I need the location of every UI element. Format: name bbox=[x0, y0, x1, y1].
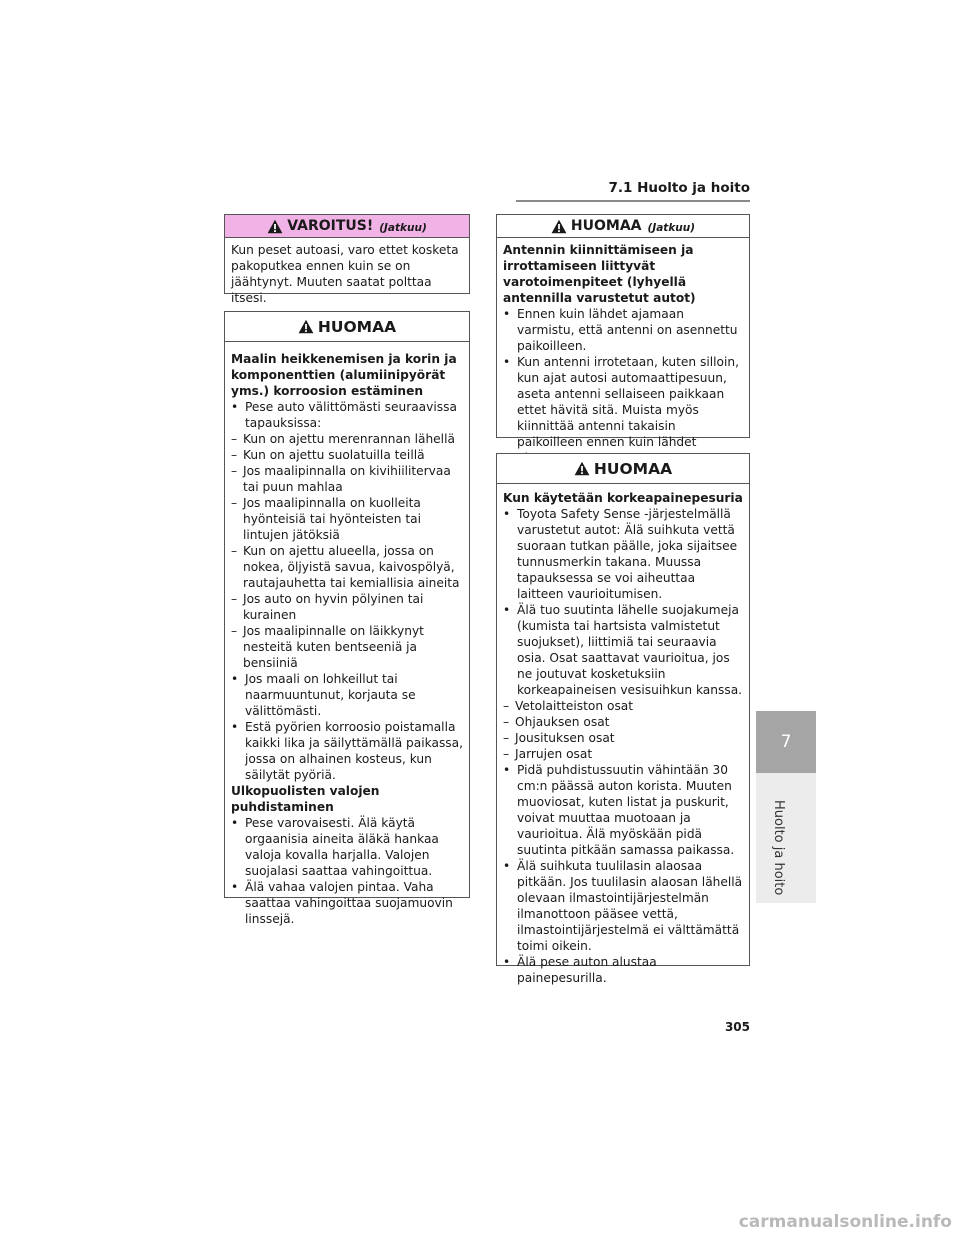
warning-triangle-icon bbox=[267, 219, 283, 234]
section-heading: Maalin heikkenemisen ja korin ja komponenttien (alumiinipyörät yms.) korroosion estäminen bbox=[231, 352, 457, 398]
chapter-tab-number: 7 bbox=[756, 711, 816, 773]
notice-title: HUOMAA bbox=[570, 218, 642, 234]
chapter-tab-label: Huolto ja hoito bbox=[771, 800, 786, 896]
dash-item: – Vetolaitteiston osat bbox=[503, 698, 743, 714]
warning-triangle-icon bbox=[574, 461, 590, 476]
dash-item: – Kun on ajettu alueella, jossa on nokea, öljyistä savua, kaivospölyä, rautajauhetta tai kemiallisia aineita bbox=[231, 543, 463, 591]
warning-box bbox=[224, 214, 470, 305]
dash-item: – Jos maalipinnalla on kuolleita hyönteisiä tai hyönteisten tai lintujen jätöksiä bbox=[231, 495, 463, 543]
notice-header bbox=[225, 312, 469, 342]
dash-item: – Ohjauksen osat bbox=[503, 714, 743, 730]
bullet-item: • Pese auto välittömästi seuraavissa tapauksissa: bbox=[231, 399, 463, 431]
notice-box-right-bottom bbox=[496, 453, 750, 985]
notice-body bbox=[225, 342, 469, 933]
section-heading: Antennin kiinnittämiseen ja irrottamiseen liittyvät varotoimenpiteet (lyhyellä antennilla varustetut autot) bbox=[503, 243, 696, 305]
dash-item: – Kun on ajettu merenrannan lähellä bbox=[231, 431, 463, 447]
dash-item: – Jos auto on hyvin pölyinen tai kurainen bbox=[231, 591, 463, 623]
notice-header bbox=[497, 215, 749, 238]
page-number: 305 bbox=[724, 1020, 750, 1034]
section-heading: Kun käytetään korkeapainepesuria bbox=[503, 491, 743, 505]
dash-item: – Jousituksen osat bbox=[503, 730, 743, 746]
notice-box-left bbox=[224, 311, 470, 926]
notice-title: HUOMAA bbox=[593, 459, 673, 478]
section-heading: Ulkopuolisten valojen puhdistaminen bbox=[231, 784, 380, 814]
section-title: 7.1 Huolto ja hoito bbox=[608, 180, 750, 196]
notice-body bbox=[497, 238, 749, 472]
bullet-item: • Jos maali on lohkeillut tai naarmuuntunut, korjauta se välittömästi. bbox=[231, 671, 463, 719]
notice-title: HUOMAA bbox=[317, 317, 397, 336]
bullet-item: • Kun antenni irrotetaan, kuten silloin, kun ajat autosi automaattipesuun, aseta antenni sellaiseen paikkaan ettet hävitä sitä. Muista myös kiinnittää antenni takaisin paikoilleen ennen kuin lähdet bbox=[503, 354, 743, 466]
chapter-tab-label-wrap bbox=[768, 800, 804, 900]
notice-continued: (Jatkuu) bbox=[647, 222, 696, 234]
bullet-item: • Pese varovaisesti. Älä käytä orgaanisia aineita äläkä hankaa valoja kovalla harjalla. Valojen suojalasi saattaa vahingoittua. bbox=[231, 815, 463, 879]
warning-title: VAROITUS! bbox=[287, 218, 374, 234]
bullet-item: • Älä suihkuta tuulilasin alaosaa pitkään. Jos tuulilasin alaosan lähellä olevaan ilmastointijärjestelmän ilmanottoon pääsee vettä, ilmastointijärjestelmä ei välttämättä toimi oikein. bbox=[503, 858, 743, 954]
warning-continued: (Jatkuu) bbox=[379, 222, 427, 234]
notice-header bbox=[497, 454, 749, 484]
bullet-item: • Älä vahaa valojen pintaa. Vaha saattaa vahingoittaa suojamuovin linssejä. bbox=[231, 879, 463, 927]
warning-body bbox=[225, 238, 469, 312]
warning-triangle-icon bbox=[298, 319, 314, 334]
notice-box-right-top bbox=[496, 214, 750, 449]
bullet-item: • Älä tuo suutinta lähelle suojakumeja (kumista tai hartsista valmistetut suojukset), liittimiä tai seuraavia osia. Osat saattavat vaurioitua, jos ne joutuvat kosketuksiin korkeapaineisen vesisuihkun kanssa. bbox=[503, 602, 743, 698]
bullet-item: • Pidä puhdistussuutin vähintään 30 cm:n päässä auton korista. Muuten muoviosat, kuten listat ja puskurit, voivat muuttaa muotoaan ja vaurioitua. Älä myöskään pidä suutinta pitkään samassa paikassa. bbox=[503, 762, 743, 858]
bullet-item: • Toyota Safety Sense -järjestelmällä varustetut autot: Älä suihkuta vettä suoraan tutkan päälle, joka sijaitsee tunnusmerkin takana. Muussa tapauksessa se voi aiheuttaa laitteen vaurioitumisen. bbox=[503, 506, 743, 602]
bullet-item: • Ennen kuin lähdet ajamaan varmistu, että antenni on asennettu paikoilleen. bbox=[503, 306, 743, 354]
notice-body bbox=[497, 484, 749, 992]
warning-triangle-icon bbox=[551, 219, 567, 234]
header-rule bbox=[516, 200, 750, 202]
warning-box-header bbox=[225, 215, 469, 238]
dash-item: – Kun on ajettu suolatuilla teillä bbox=[231, 447, 463, 463]
dash-item: – Jarrujen osat bbox=[503, 746, 743, 762]
bullet-item: • Estä pyörien korroosio poistamalla kaikki lika ja säilyttämällä paikassa, jossa on alhainen kosteus, kun säilytät pyöriä. bbox=[231, 719, 463, 783]
watermark: carmanualsonline.info bbox=[738, 1212, 952, 1232]
dash-item: – Jos maalipinnalla on kivihiilitervaa tai puun mahlaa bbox=[231, 463, 463, 495]
dash-item: – Jos maalipinnalle on läikkynyt nesteitä kuten bentseeniä ja bensiiniä bbox=[231, 623, 463, 671]
bullet-item: • Älä pese auton alustaa painepesurilla. bbox=[503, 954, 743, 986]
warning-text: Kun peset autoasi, varo ettet kosketa pakoputkea ennen kuin se on jäähtynyt. Muuten saatat polttaa itsesi. bbox=[231, 243, 459, 305]
